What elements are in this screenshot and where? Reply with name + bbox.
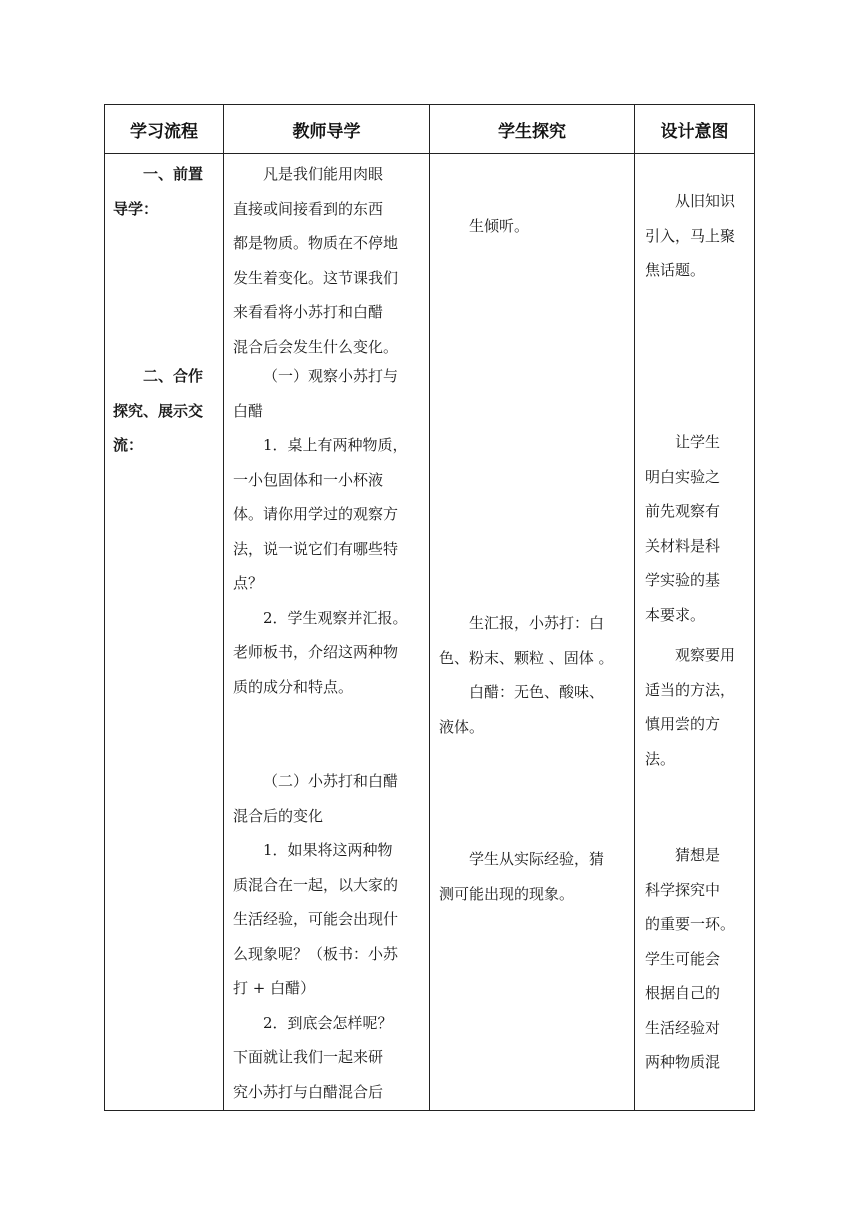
column-divider <box>223 105 224 1110</box>
flow-step-2: 二、合作 探究、展示交 流： <box>113 367 204 454</box>
student-listen: 生倾听。 <box>469 217 530 235</box>
student-report: 生汇报，小苏打：白 色、粉末、颗粒 、固体 。 白醋：无色、酸味、 液体。 <box>439 614 614 736</box>
header-student-inquiry: 学生探究 <box>498 122 566 142</box>
header-design-intent: 设计意图 <box>660 122 729 142</box>
teacher-section-2: （二）小苏打和白醋 混合后的变化 1．如果将这两种物 质混合在一起，以大家的 生活经验，可能会出现什 么现象呢？（板书：小苏 打 + 白醋） 2．到底会怎样呢？ 下面就让我们一起来研 究小苏打与白醋混合后 <box>233 772 399 1101</box>
lesson-plan-table <box>104 104 755 1111</box>
column-divider <box>634 105 635 1110</box>
intent-observe-first: 让学生 明白实验之 前先观察有 关材料是科 学实验的基 本要求。 观察要用 适当的方法， 慎用尝的方 法。 <box>645 433 736 768</box>
header-learning-flow: 学习流程 <box>130 122 198 142</box>
intent-hypothesis: 猜想是 科学探究中 的重要一环。 学生可能会 根据自己的 生活经验对 两种物质混 <box>645 846 736 1071</box>
column-divider <box>429 105 430 1110</box>
student-guess: 学生从实际经验，猜 测可能出现的现象。 <box>439 850 605 903</box>
header-teacher-guide: 教师导学 <box>292 122 361 142</box>
teacher-section-1: （一）观察小苏打与 白醋 1．桌上有两种物质， 一小包固体和一小杯液 体。请你用学过的观察方 法，说一说它们有哪些特 点？ 2．学生观察并汇报。 老师板书，介绍这两种物 质的成分和特点。 <box>233 367 408 696</box>
intent-intro: 从旧知识 引入，马上聚 焦话题。 <box>645 192 736 279</box>
teacher-intro: 凡是我们能用肉眼 直接或间接看到的东西 都是物质。物质在不停地 发生着变化。这节课我们 来看看将小苏打和白醋 混合后会发生什么变化。 <box>233 165 399 356</box>
flow-step-1: 一、前置 导学： <box>113 165 204 218</box>
